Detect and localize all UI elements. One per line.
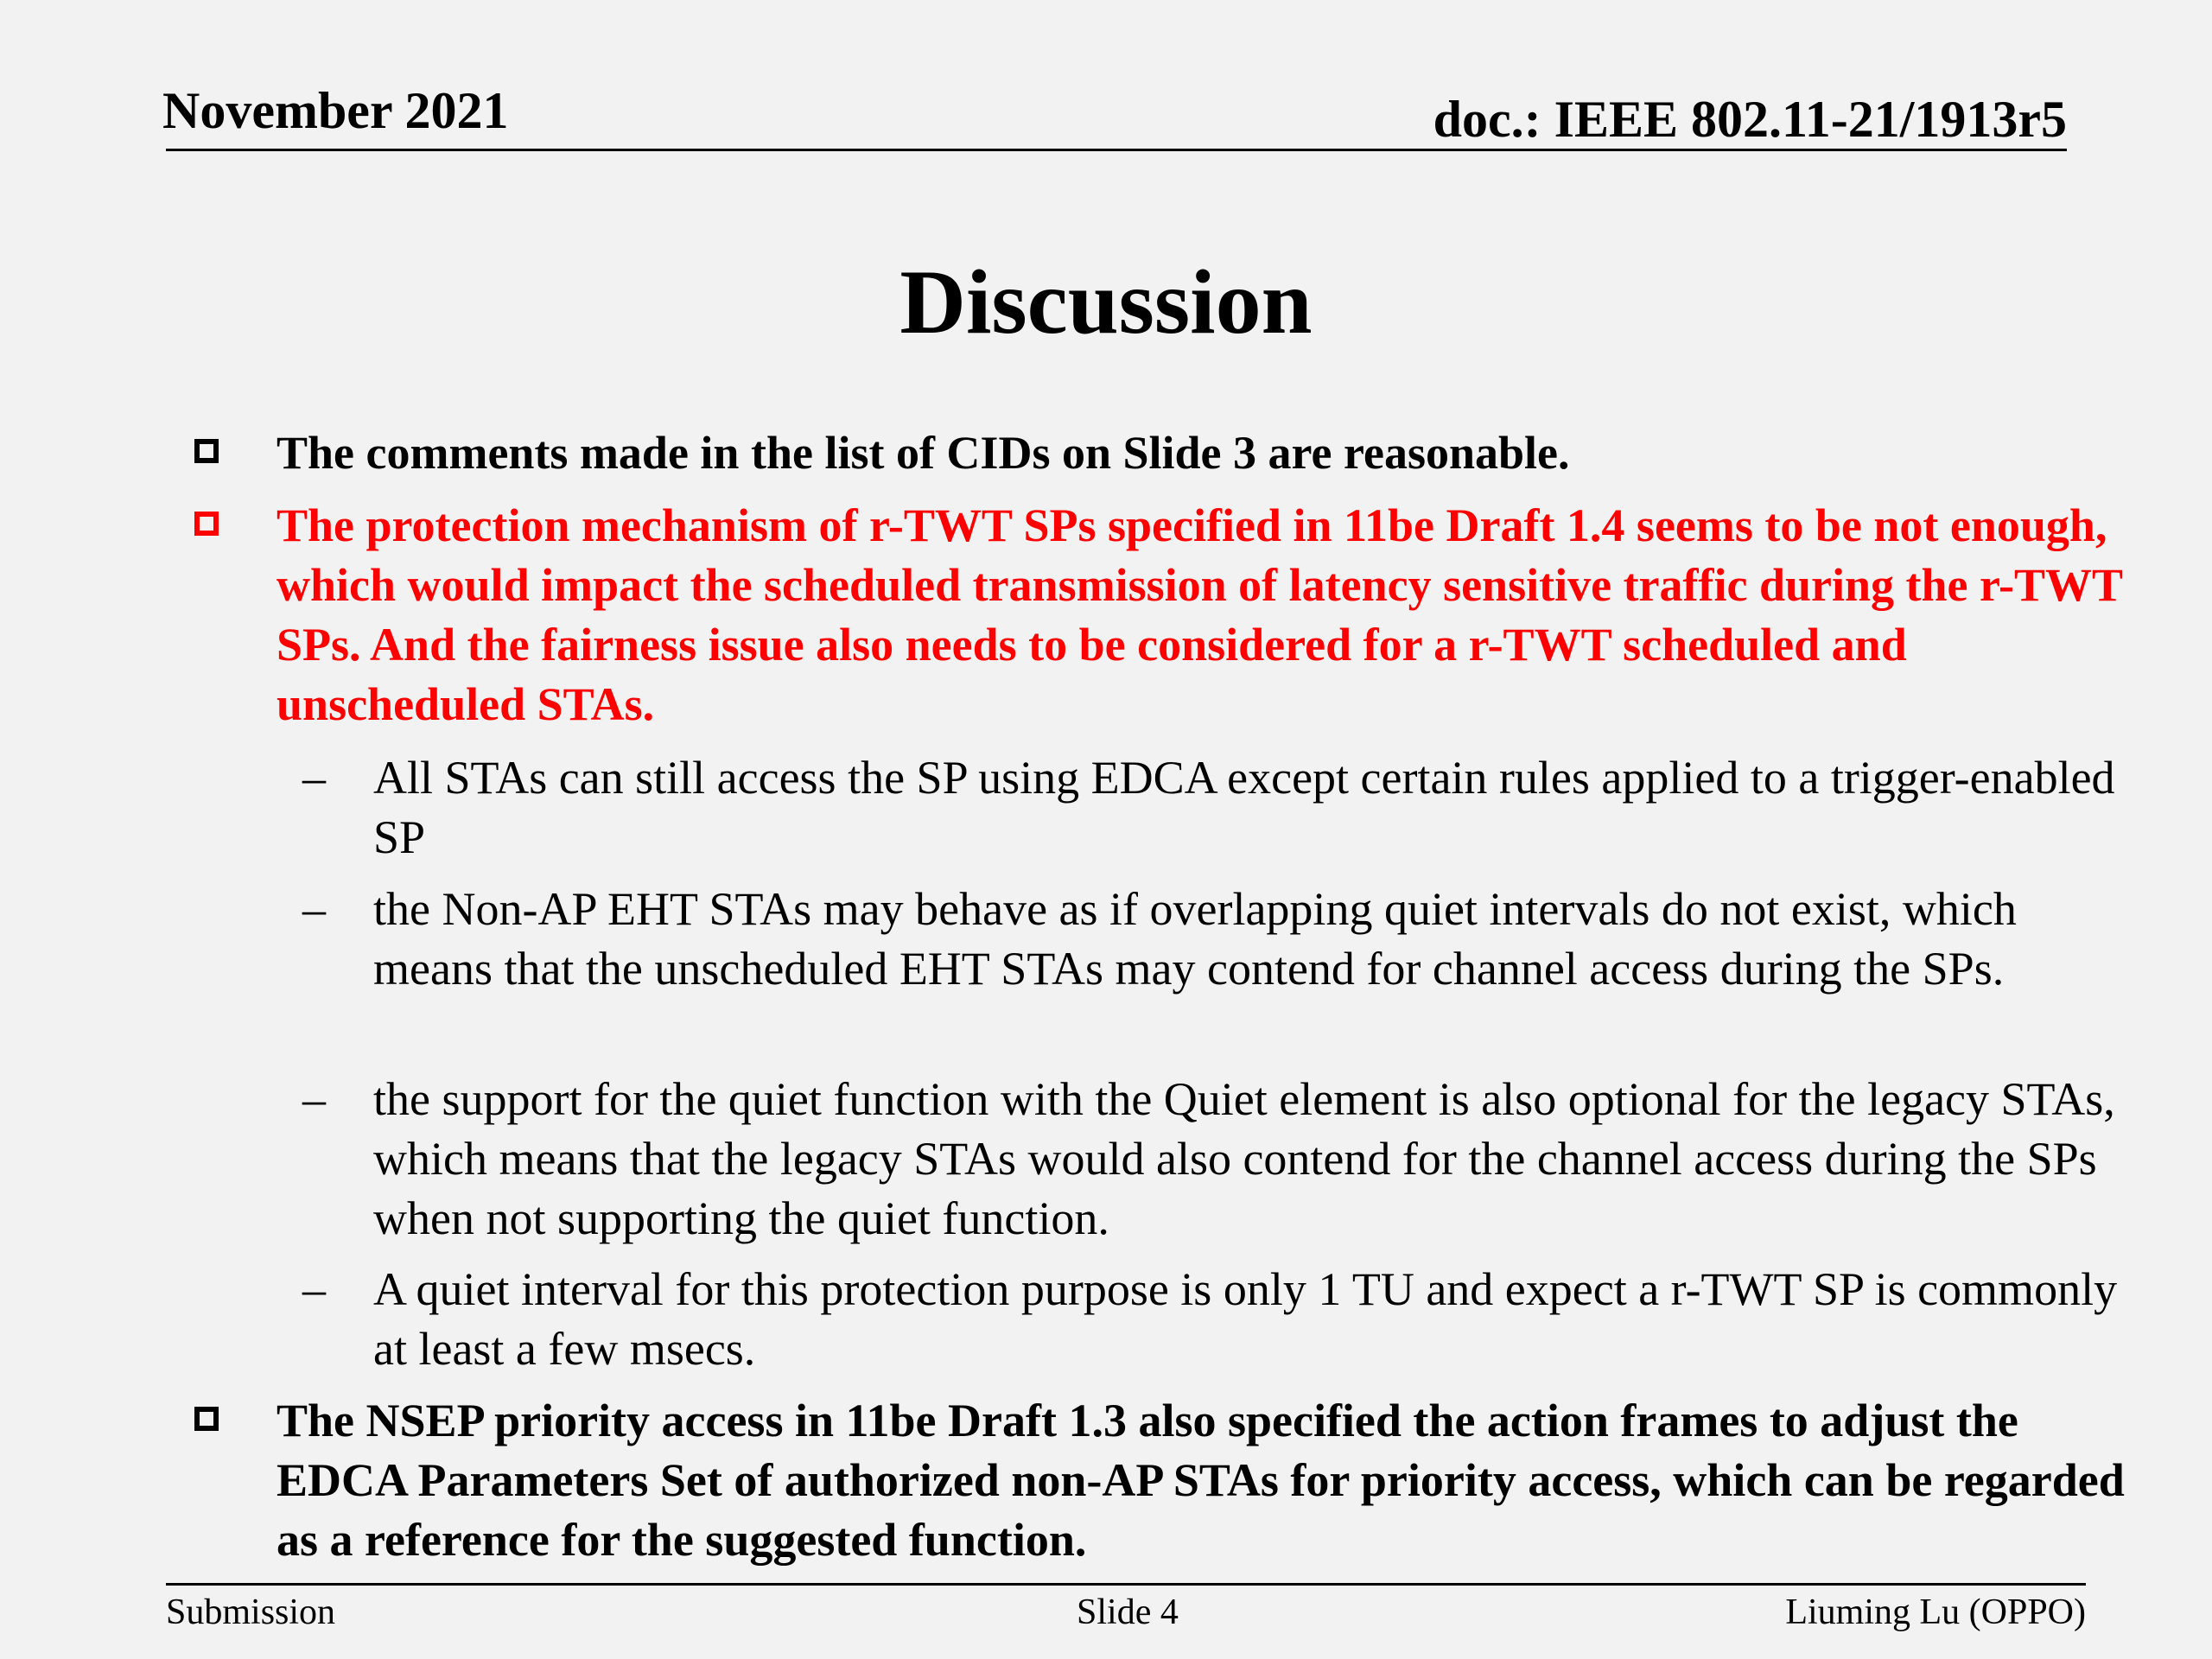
bullet-text: The comments made in the list of CIDs on Slide 3 are reasonable. (276, 427, 1570, 479)
sub-bullet-item (302, 1070, 2127, 1249)
header-date: November 2021 (162, 82, 509, 139)
sub-bullet-item (302, 1260, 2127, 1379)
dash-bullet-icon: – (302, 1073, 326, 1125)
sub-bullet-text: A quiet interval for this protection purpose is only 1 TU and expect a r-TWT SP is commonly at least a few msecs. (373, 1263, 2118, 1375)
sub-bullet-text: the Non-AP EHT STAs may behave as if overlapping quiet intervals do not exist, which means that the unscheduled EHT STAs may contend for channel access during the SPs. (373, 883, 2017, 995)
square-bullet-icon (194, 439, 219, 463)
sub-bullet-item (302, 880, 2127, 999)
footer-slide-number: Slide 4 (1077, 1592, 1179, 1632)
dash-bullet-icon: – (302, 1263, 326, 1315)
square-bullet-icon (194, 1407, 219, 1431)
footer-author: Liuming Lu (OPPO) (1785, 1592, 2086, 1632)
sub-bullet-item (302, 748, 2127, 868)
bullet-text: The NSEP priority access in 11be Draft 1.3 also specified the action frames to adjust the EDCA Parameters Set of authorized non-AP STAs for priority access, which can be regarded as a reference for the suggested function. (276, 1395, 2125, 1566)
bullet-item (276, 1391, 2126, 1570)
sub-bullet-text: the support for the quiet function with the Quiet element is also optional for the legacy STAs, which means that the legacy STAs would also contend for the channel access during the SPs when not supporting the quiet function. (373, 1073, 2115, 1244)
dash-bullet-icon: – (302, 883, 326, 935)
header-doc-id: doc.: IEEE 802.11-21/1913r5 (1433, 91, 2067, 148)
sub-bullet-text: All STAs can still access the SP using EDCA except certain rules applied to a trigger-enabled SP (373, 752, 2115, 863)
square-bullet-icon (194, 512, 219, 536)
bullet-text: The protection mechanism of r-TWT SPs specified in 11be Draft 1.4 seems to be not enough, which would impact the scheduled transmission of latency sensitive traffic during the r-TWT SPs. And the fairness issue also needs to be considered for a r-TWT scheduled and unscheduled STAs. (276, 499, 2123, 730)
slide-title: Discussion (899, 251, 1313, 353)
footer-submission: Submission (166, 1592, 336, 1632)
bullet-item-highlighted (276, 496, 2126, 734)
dash-bullet-icon: – (302, 752, 326, 804)
bullet-item (276, 423, 2126, 483)
footer-divider (166, 1583, 2086, 1586)
